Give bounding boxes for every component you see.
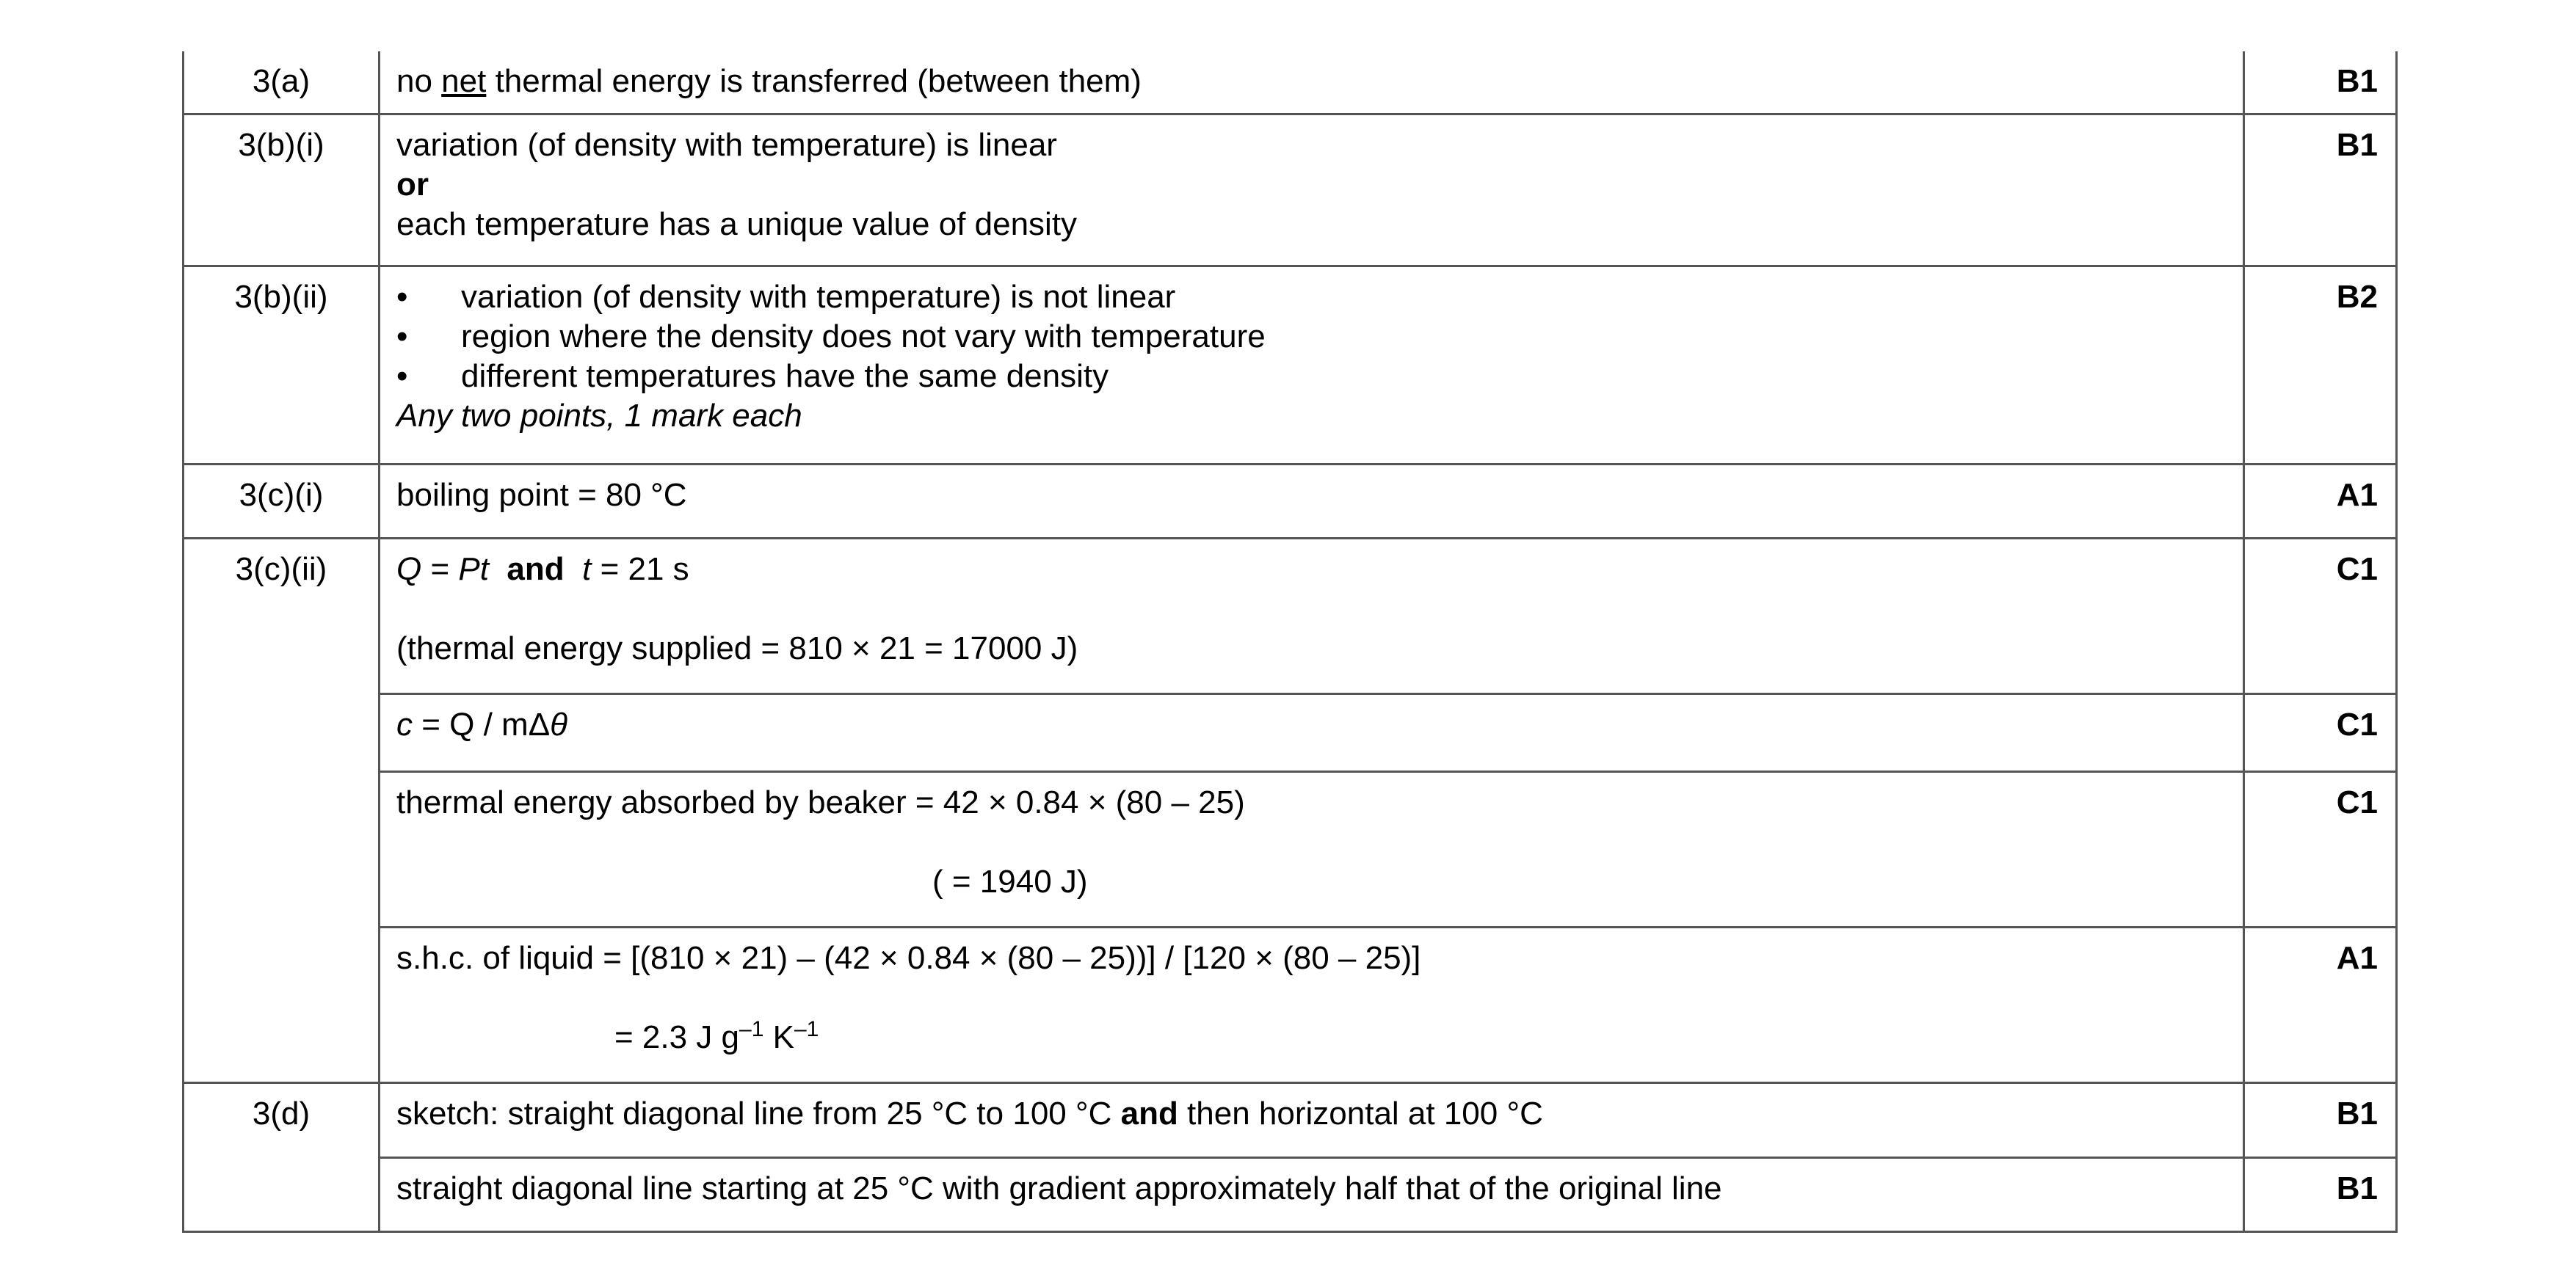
bullet-text: region where the density does not vary with temperature <box>461 318 1266 354</box>
exponent: –1 <box>739 1017 764 1041</box>
symbol-t: t <box>582 551 592 587</box>
working-line: thermal energy absorbed by beaker = 42 × 0.84 × (80 – 25) <box>396 784 1245 820</box>
question-number: 3(b)(ii) <box>184 266 380 465</box>
answer-cell <box>380 51 2244 114</box>
and-connector: and <box>1120 1096 1178 1132</box>
answer-cell <box>380 694 2244 772</box>
answer-cell <box>380 772 2244 928</box>
table-row <box>184 1083 2397 1158</box>
answer-cell <box>380 114 2244 266</box>
mark-value: C1 <box>2244 539 2397 694</box>
answer-text: thermal energy is transferred (between them) <box>486 63 1142 99</box>
unit-text: K <box>763 1019 794 1055</box>
question-number: 3(c)(i) <box>184 465 380 539</box>
answer-cell <box>380 1083 2244 1158</box>
question-number: 3(b)(i) <box>184 114 380 266</box>
answer-text: then horizontal at 100 °C <box>1178 1096 1543 1132</box>
question-number: 3(d) <box>184 1083 380 1232</box>
equals-text: = <box>421 551 459 587</box>
answer-cell: boiling point = 80 °C <box>380 465 2244 539</box>
table-row <box>184 1158 2397 1232</box>
table-row <box>184 266 2397 465</box>
answer-text: no <box>396 63 442 99</box>
list-item <box>396 277 2227 317</box>
table-row <box>184 539 2397 694</box>
theta-symbol: θ <box>550 707 567 743</box>
equation-text: = 21 s <box>591 551 689 587</box>
table-row <box>184 465 2397 539</box>
final-answer <box>396 1018 2227 1057</box>
working-line: (thermal energy supplied = 810 × 21 = 17000 J) <box>396 630 1078 666</box>
working-result: ( = 1940 J) <box>932 864 1088 900</box>
bullet-list <box>396 277 2227 396</box>
mark-value: B1 <box>2244 51 2397 114</box>
bullet-icon: • <box>396 358 408 394</box>
table-row <box>184 114 2397 266</box>
symbol-c: c <box>396 707 413 743</box>
question-number: 3(a) <box>184 51 380 114</box>
working-line: s.h.c. of liquid = [(810 × 21) – (42 × 0.84 × (80 – 25))] / [120 × (80 – 25)] <box>396 940 1421 976</box>
marking-note: Any two points, 1 mark each <box>396 398 802 434</box>
bullet-icon: • <box>396 279 408 315</box>
mark-value: A1 <box>2244 465 2397 539</box>
answer-cell <box>380 539 2244 694</box>
delta-symbol: Δ <box>528 707 551 743</box>
equation-text: = Q / m <box>413 707 529 743</box>
mark-scheme-table <box>182 51 2398 1233</box>
mark-value: C1 <box>2244 694 2397 772</box>
table-row <box>184 694 2397 772</box>
exponent: –1 <box>794 1017 819 1041</box>
list-item <box>396 317 2227 357</box>
table-row <box>184 928 2397 1083</box>
equation-line <box>396 550 2227 589</box>
mark-value: B1 <box>2244 1158 2397 1232</box>
answer-line: variation (of density with temperature) is linear <box>396 127 1057 163</box>
mark-value: B2 <box>2244 266 2397 465</box>
table-row <box>184 51 2397 114</box>
mark-value: B1 <box>2244 1083 2397 1158</box>
answer-value: = 2.3 J g <box>614 1019 740 1055</box>
symbol-q: Q <box>396 551 422 587</box>
answer-cell <box>380 266 2244 465</box>
bullet-text: different temperatures have the same density <box>461 358 1109 394</box>
mark-value: B1 <box>2244 114 2397 266</box>
or-connector: or <box>396 167 429 203</box>
table-row <box>184 772 2397 928</box>
question-number: 3(c)(ii) <box>184 539 380 1083</box>
answer-line: each temperature has a unique value of density <box>396 206 1078 242</box>
mark-value: A1 <box>2244 928 2397 1083</box>
bullet-text: variation (of density with temperature) is not linear <box>461 279 1176 315</box>
and-connector: and <box>507 551 565 587</box>
answer-cell: straight diagonal line starting at 25 °C with gradient approximately half that of the original line <box>380 1158 2244 1232</box>
bullet-icon: • <box>396 318 408 354</box>
answer-cell <box>380 928 2244 1083</box>
underlined-word: net <box>441 63 487 99</box>
symbol-pt: Pt <box>458 551 489 587</box>
list-item <box>396 357 2227 396</box>
mark-value: C1 <box>2244 772 2397 928</box>
answer-text: sketch: straight diagonal line from 25 °C to 100 °C <box>396 1096 1121 1132</box>
